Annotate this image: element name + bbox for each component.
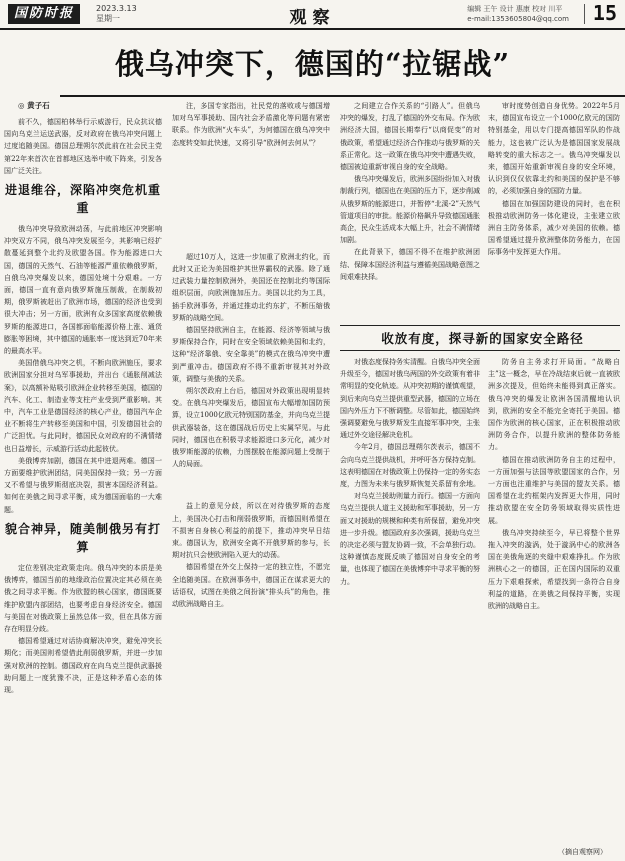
section-1-continued-text [172,251,330,471]
paragraph: 益上的意见分歧，所以在对待俄罗斯的态度上，美国决心打击和削弱俄罗斯，而德国则希望在不损害自身核心利益的前提下，推动冲突早日结束。德国认为，欧洲安全离不开俄罗斯的参与，长期对抗只会使欧洲陷入更大的动荡。 [172,502,330,560]
subhead-3: 貌合神异，随美制俄另有打算 [4,521,161,554]
paragraph: 美俄博弈加剧，德国在其中进退两难。德国一方面要维护欧洲团结，同美国保持一致；另一方面又不希望与俄罗斯彻底决裂，损害本国经济利益。如何在美俄之间寻求平衡，成为德国面临的一大难题。 [4,456,162,514]
paragraph: 德国希望在外交上保持一定的独立性，不愿完全追随美国。在欧洲事务中，德国正在谋求更大的话语权，试图在美俄之间扮演“排头兵”的角色，推动欧洲战略自主。 [172,563,330,609]
masthead-logo: 国防时报 [8,4,80,24]
paragraph: 在此背景下，德国不得不在维护欧洲团结、保障本国经济利益与遵循美国战略意图之间艰难抉择。 [340,248,480,281]
staff-credits [467,4,569,24]
page-number: 15 [592,1,617,25]
subhead-2-rule-bottom [340,350,620,351]
paragraph: 俄乌冲突导致欧洲动荡，与此前地区冲突影响冲突双方不同，俄乌冲突发展至今，其影响已经扩散蔓延到整个北约及欧盟各国。作为能源进口大国，德国的天然气、石油等能源严重依赖俄罗斯，自俄乌冲突爆发以来，德国处境十分艰难。一方面，德国一直有意向俄罗斯施压制裁，在制裁初期，俄罗斯被赶出了欧洲市场，德国的经济也受到很大冲击；另一方面，欧洲有众多国家高度依赖俄罗斯的能源进口，各国都面临能源价格上涨、通货膨胀等困境，其中德国的通胀率一度达到近70年来的最高水平。 [4,225,162,356]
paragraph: 对俄态度保持务实清醒。自俄乌冲突全面升级至今，德国对俄乌两国的外交政策有着非常明显的变化轨迹。从冲突初期的谨慎观望，到后来向乌克兰提供重型武器，德国的立场在国内外压力下不断调整。尽管如此，德国始终强调要避免与俄罗斯发生直接军事冲突，主张通过外交途径解决危机。 [340,358,480,440]
column-4-top [488,100,620,325]
staff-line: 编辑 王午 设计 惠康 校对 川平 [467,5,563,13]
paragraph: 之间建立合作关系的“引路人”。但俄乌冲突的爆发，打乱了德国的外交布局。作为欧洲经济大国，德国长期奉行“以商促变”的对俄政策，希望通过经济合作推动与俄罗斯的关系正常化。这一政策在俄乌冲突中遭遇失败，德国被迫重新审视自身的安全战略。 [340,102,480,172]
paragraph: 前不久，德国柏林举行示威游行，民众抗议德国向乌克兰运送武器，反对政府在俄乌冲突问题上过度追随美国。德国总理朔尔茨此前在社会民主党第22年来首次在首都地区选举中败下阵来，引发各国广泛关注。 [4,118,162,175]
paragraph: 德国坚持欧洲自主，在能源、经济等领域与俄罗斯保持合作，同时在安全领域依赖美国和北约，这种“经济靠俄、安全靠美”的模式在俄乌冲突中遭到严重冲击。德国政府不得不重新审视其对外政策，调整与美俄的关系。 [172,326,330,383]
source-credit: （摘自观察网） [558,848,607,856]
issue-weekday: 星期一 [96,14,120,23]
section-2-intro-text [488,100,620,259]
paragraph: 德国希望通过对话协商解决冲突，避免冲突长期化；而美国则希望借此削弱俄罗斯，并进一步加强对欧洲的控制。德国政府在向乌克兰提供武器援助问题上一度犹豫不决，正是这种矛盾心态的体现。 [4,637,162,694]
article-byline: ◎ 黄子石 [18,101,50,110]
paragraph: 防务自主务求打开局面。“战略自主”这一概念，早在冷战结束后就一直被欧洲多次提及，但始终未能得到真正落实。俄乌冲突的爆发让欧洲各国清醒地认识到，欧洲的安全不能完全寄托于美国。德国作为欧洲的核心国家，正在积极推动欧洲防务合作，以提升欧洲的整体防务能力。 [488,358,620,452]
section-title: 观察 [289,8,336,28]
section-2-continued-text [488,356,620,612]
section-2-text [340,356,480,588]
intro-text [4,116,162,177]
page-header [0,0,625,30]
section-3-continued-text [172,500,330,610]
paragraph: 德国在加强国防建设的同时，也在积极推动欧洲防务一体化建设，主张建立欧洲自主防务体系，减少对美国的依赖。德国希望通过提升欧洲整体防务能力，在国际事务中发挥更大作用。 [488,199,620,257]
subhead-2: 收放有度，探寻新的国家安全路径 [381,331,584,346]
column-2 [172,100,330,858]
paragraph: 注，多国专家指出，社民党的落败或与德国增加对乌军事援助、国内社会矛盾激化等问题有紧密联系。作为欧洲“火车头”，为何德国在俄乌冲突中态度转变如此快速，又将引导“欧洲何去何从”？ [172,102,330,147]
section-1-text [4,223,162,516]
issue-date: 2023.3.13 [96,4,137,13]
subhead-2-rule-top [340,325,620,326]
paragraph: 美国借俄乌冲突之机，不断向欧洲施压，要求欧洲国家分担对乌军事援助，并出台《通胀削减法案》，以高额补贴吸引欧洲企业转移至美国，德国的汽车、化工、制造业等支柱产业受到严重影响。其中，汽车工业是德国经济的核心产业，德国汽车企业不断将生产转移至美国和中国，引发德国社会的广泛担忧。与此同时，德国民众对政府的不满情绪也日益增长，示威游行活动此起彼伏。 [4,359,162,453]
paragraph: 定位差别决定政策走向。俄乌冲突的本质是美俄博弈，德国当前的地缘政治位置决定其必须在美俄之间寻求平衡。作为欧盟的核心国家，德国既要维护欧盟内部团结，也要考虑自身经济安全。德国与美国在对俄政策上虽然总体一致，但在具体方面存在明显分歧。 [4,563,162,633]
column-3-top [340,100,480,325]
email-line: e-mail:1353605804@qq.com [467,15,569,23]
column-4-bottom [488,356,620,846]
paragraph: 今年2月，德国总理朔尔茨表示，德国不会向乌克兰提供战机，并呼吁各方保持克制。这表明德国在对俄政策上仍保持一定的务实态度，力图为未来与俄罗斯恢复关系留有余地。 [340,443,480,489]
column-3-bottom [340,356,480,858]
paragraph: 超过10万人，这进一步加重了欧洲北约化，而此时又正论为美国维护其世界霸权的武器。除了通过武装力量控制欧洲外，美国还在控制北约等国际组织层面，向欧洲施加压力。美国以北约为工具，插手欧洲事务，并通过推动北约东扩，不断压缩俄罗斯的战略空间。 [172,252,330,322]
section-3-text [4,562,162,696]
paragraph: 俄乌冲突持续至今，早已将整个世界拖入冲突的漩涡，处于漩涡中心的欧洲各国在美俄角逐的夹缝中艰难挣扎。作为欧洲核心之一的德国，正在国内国际的双重压力下艰难探索，希望找到一条符合自身利益的道路，在美俄之间保持平衡，实现欧洲的战略自主。 [488,528,620,611]
section-1-more-text [340,100,480,283]
paragraph: 对乌克兰援助则量力而行。德国一方面向乌克兰提供人道主义援助和军事援助，另一方面又对援助的规模和种类有所保留，避免冲突进一步升级。德国政府多次强调，援助乌克兰的决定必须与盟友协调一致，不会单独行动。这种谨慎态度既反映了德国对自身安全的考量，也体现了德国在美俄博弈中寻求平衡的努力。 [340,492,480,586]
paragraph: 审时度势创造自身优势。2022年5月末，德国宣布设立一个1000亿欧元的国防特别基金，用以专门提高德国军队的作战能力，这也被广泛认为是德国国家发展战略转变的重大标志之一。俄乌冲突爆发以来，德国开始重新审视自身的安全环境，认识到仅仅依靠北约和美国的保护是不够的，必须加强自身的国防力量。 [488,102,620,196]
headline-rule [60,95,625,97]
column-1 [4,100,162,858]
paragraph: 俄乌冲突爆发后，欧洲多国纷纷加入对俄制裁行列，德国也在美国的压力下，逐步削减从俄罗斯的能源进口，并暂停“北溪-2”天然气管道项目的审批。能源价格飙升导致德国通胀高企，民众生活成本大幅上升，社会不满情绪加剧。 [340,175,480,245]
subhead-1: 进退维谷，深陷冲突危机重重 [4,183,161,216]
intro-continued-text [172,100,330,149]
column-2-spacer [172,149,330,251]
column-2-spacer-2 [172,470,330,500]
page-divider [584,4,585,24]
paragraph: 朔尔茨政府上台后，德国对外政策出现明显转变。在俄乌冲突爆发后，德国宣布大幅增加国防预算，设立1000亿欧元特别国防基金，并向乌克兰提供武器装备，这在德国战后历史上实属罕见。与此同时，德国也在积极寻求能源进口多元化，减少对俄罗斯能源的依赖，力图摆脱在能源问题上受制于人的局面。 [172,387,330,469]
paragraph: 德国在推动欧洲防务自主的过程中，一方面加强与法国等欧盟国家的合作，另一方面也注重维护与美国的盟友关系。德国希望在北约框架内发挥更大作用，同时推动欧盟在安全防务领域取得实质性进展。 [488,455,620,525]
article-headline: 俄乌冲突下，德国的“拉锯战” [114,47,511,81]
